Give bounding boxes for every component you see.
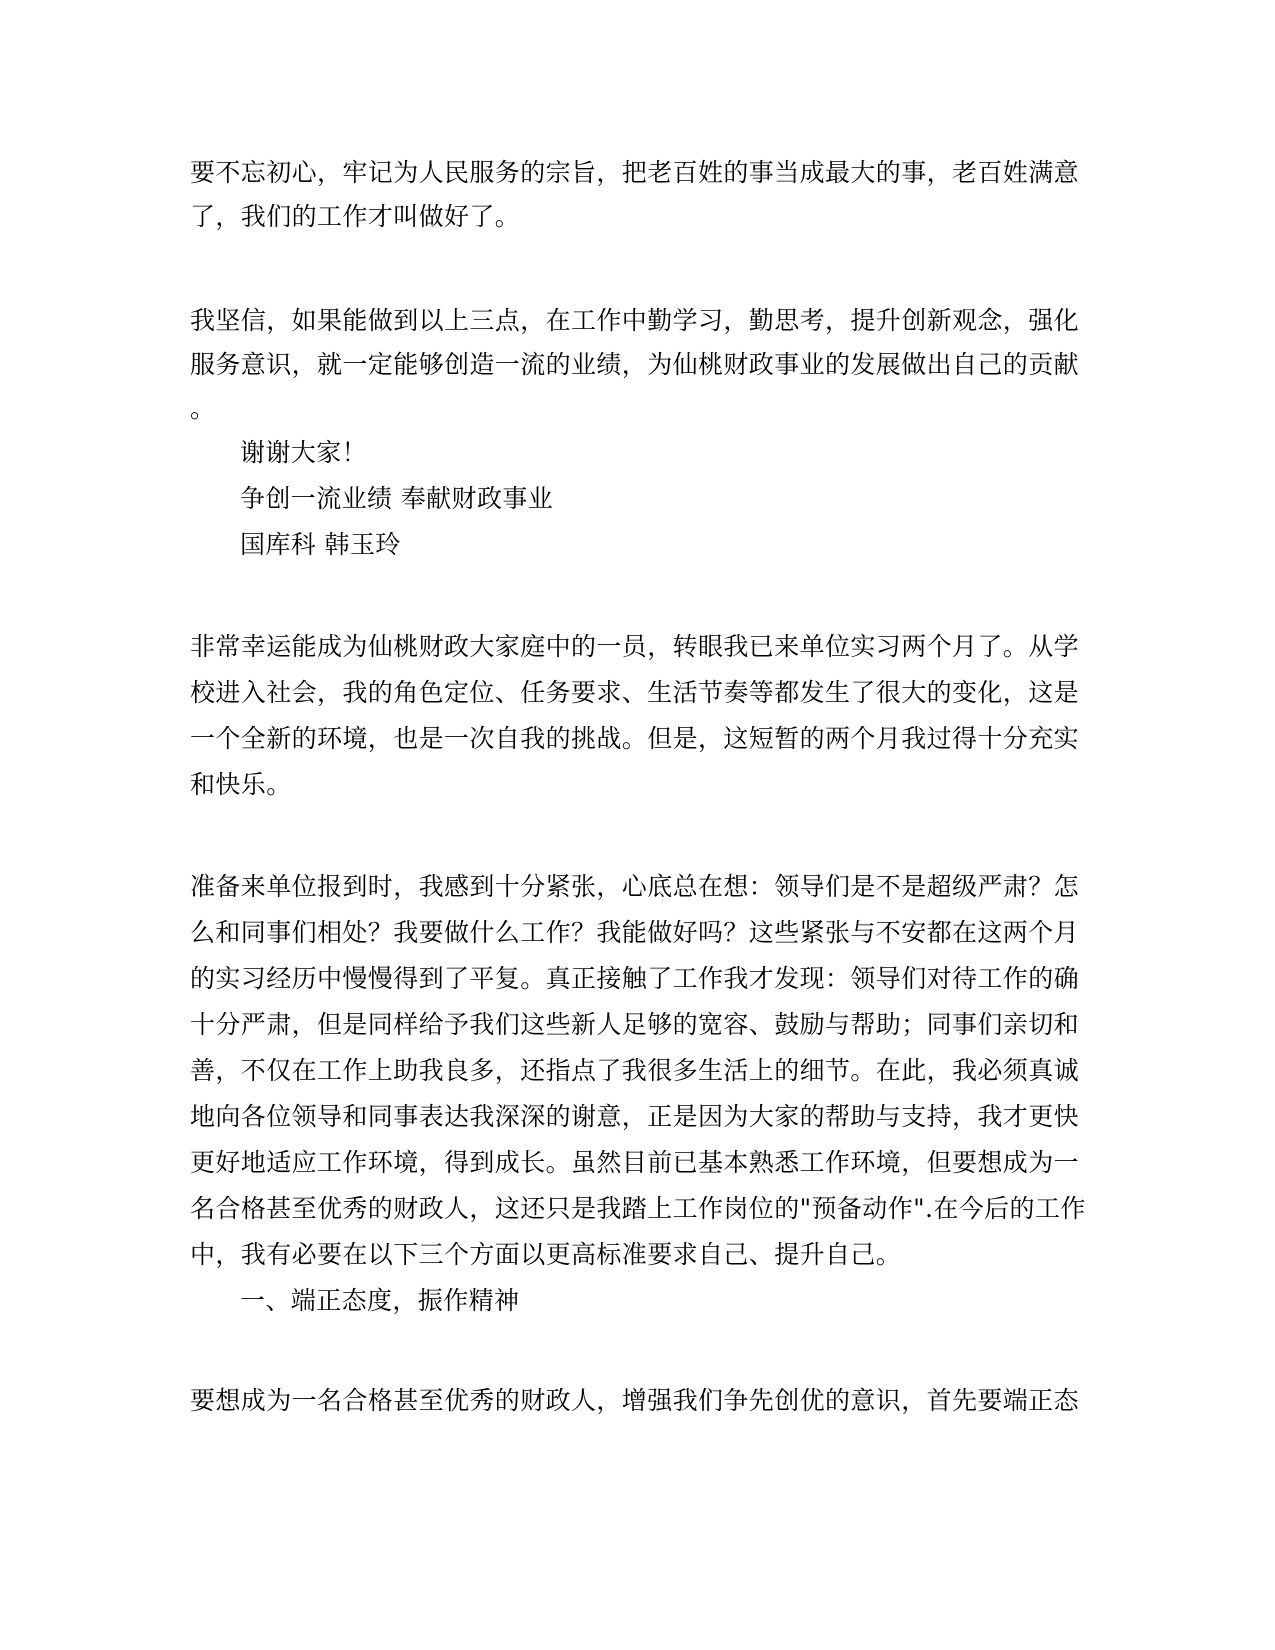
text-line: 的实习经历中慢慢得到了平复。真正接触了工作我才发现：领导们对待工作的确 bbox=[190, 964, 1080, 993]
section-title: 争创一流业绩 奉献财政事业 bbox=[240, 484, 554, 513]
text-line: 校进入社会，我的角色定位、任务要求、生活节奏等都发生了很大的变化，这是 bbox=[190, 678, 1080, 707]
closing-line: 谢谢大家！ bbox=[240, 438, 368, 467]
text-line: 中，我有必要在以下三个方面以更高标准要求自己、提升自己。 bbox=[190, 1240, 902, 1269]
text-line: 非常幸运能成为仙桃财政大家庭中的一员，转眼我已来单位实习两个月了。从学 bbox=[190, 632, 1080, 661]
text-line: 准备来单位报到时，我感到十分紧张，心底总在想：领导们是不是超级严肃？怎 bbox=[190, 872, 1080, 901]
text-line: 要想成为一名合格甚至优秀的财政人，增强我们争先创优的意识，首先要端正态 bbox=[190, 1386, 1080, 1415]
text-line: 服务意识，就一定能够创造一流的业绩，为仙桃财政事业的发展做出自己的贡献 bbox=[190, 350, 1080, 379]
text-line: 更好地适应工作环境，得到成长。虽然目前已基本熟悉工作环境，但要想成为一 bbox=[190, 1148, 1080, 1177]
text-line: 了，我们的工作才叫做好了。 bbox=[190, 202, 521, 231]
text-line: 善，不仅在工作上助我良多，还指点了我很多生活上的细节。在此，我必须真诚 bbox=[190, 1056, 1080, 1085]
text-line: 。 bbox=[190, 394, 216, 423]
text-line: 名合格甚至优秀的财政人，这还只是我踏上工作岗位的"预备动作".在今后的工作 bbox=[190, 1194, 1086, 1223]
text-line: 我坚信，如果能做到以上三点，在工作中勤学习，勤思考，提升创新观念，强化 bbox=[190, 306, 1080, 335]
text-line: 十分严肃，但是同样给予我们这些新人足够的宽容、鼓励与帮助；同事们亲切和 bbox=[190, 1010, 1080, 1039]
text-line: 一个全新的环境，也是一次自我的挑战。但是，这短暂的两个月我过得十分充实 bbox=[190, 724, 1080, 753]
text-line: 和快乐。 bbox=[190, 770, 292, 799]
section-heading: 一、端正态度，振作精神 bbox=[240, 1286, 520, 1315]
text-line: 么和同事们相处？我要做什么工作？我能做好吗？这些紧张与不安都在这两个月 bbox=[190, 918, 1080, 947]
text-line: 地向各位领导和同事表达我深深的谢意，正是因为大家的帮助与支持，我才更快 bbox=[190, 1102, 1080, 1131]
text-line: 要不忘初心，牢记为人民服务的宗旨，把老百姓的事当成最大的事，老百姓满意 bbox=[190, 158, 1080, 187]
author-line: 国库科 韩玉玲 bbox=[240, 530, 401, 559]
